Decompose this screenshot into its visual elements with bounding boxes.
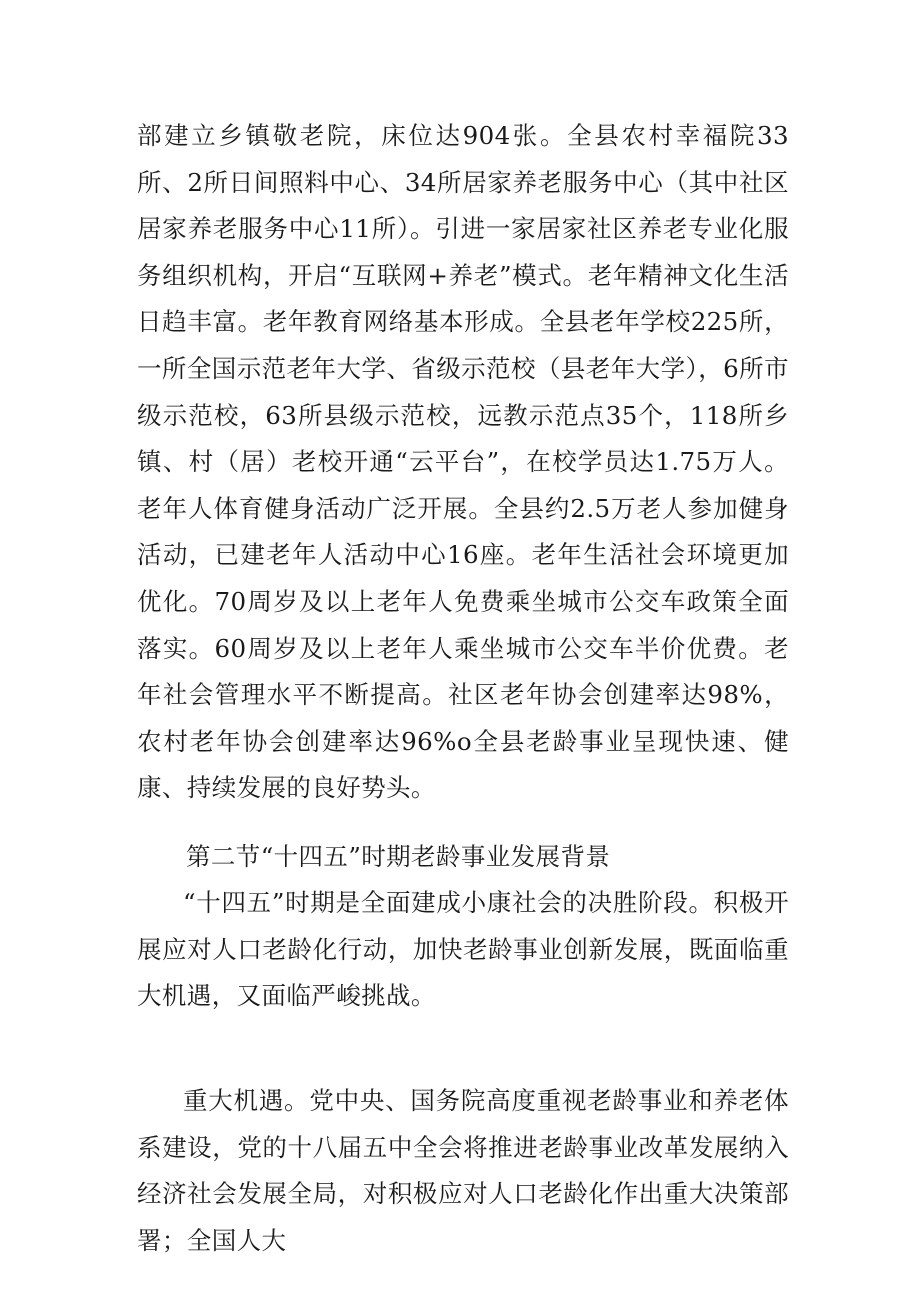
body-paragraph-background-intro: “十四五”时期是全面建成小康社会的决胜阶段。积极开展应对人口老龄化行动，加快老龄事业创新发展，既面临重大机遇，又面临严峻挑战。 bbox=[137, 888, 789, 1011]
body-paragraph-elderly-services-summary: 部建立乡镇敬老院，床位达904张。全县农村幸福院33所、2所日间照料中心、34所居家养老服务中心（其中社区居家养老服务中心11所）。引进一家居家社区养老专业化服务组织机构，开启“互联网+养老”模式。老年精神文化生活日趋丰富。老年教育网络基本形成。全县老年学校225所，一所全国示范老年大学、省级示范校（县老年大学），6所市级示范校，63所县级示范校，远教示范点35个，118所乡镇、村（居）老校开通“云平台”，在校学员达1.75万人。老年人体育健身活动广泛开展。全县约2.5万老人参加健身活动，已建老年人活动中心16座。老年生活社会环境更加优化。70周岁及以上老年人免费乘坐城市公交车政策全面落实。60周岁及以上老年人乘坐城市公交车半价优费。老年社会管理水平不断提高。社区老年协会创建率达98%，农村老年协会创建率达96%o全县老龄事业呈现快速、健康、持续发展的良好势头。 bbox=[137, 121, 789, 803]
section-heading: 第二节“十四五”时期老龄事业发展背景 bbox=[186, 842, 611, 871]
body-paragraph-major-opportunities: 重大机遇。党中央、国务院高度重视老龄事业和养老体系建设，党的十八届五中全会将推进老龄事业改革发展纳入经济社会发展全局，对积极应对人口老龄化作出重大决策部署；全国人大 bbox=[137, 1086, 789, 1255]
